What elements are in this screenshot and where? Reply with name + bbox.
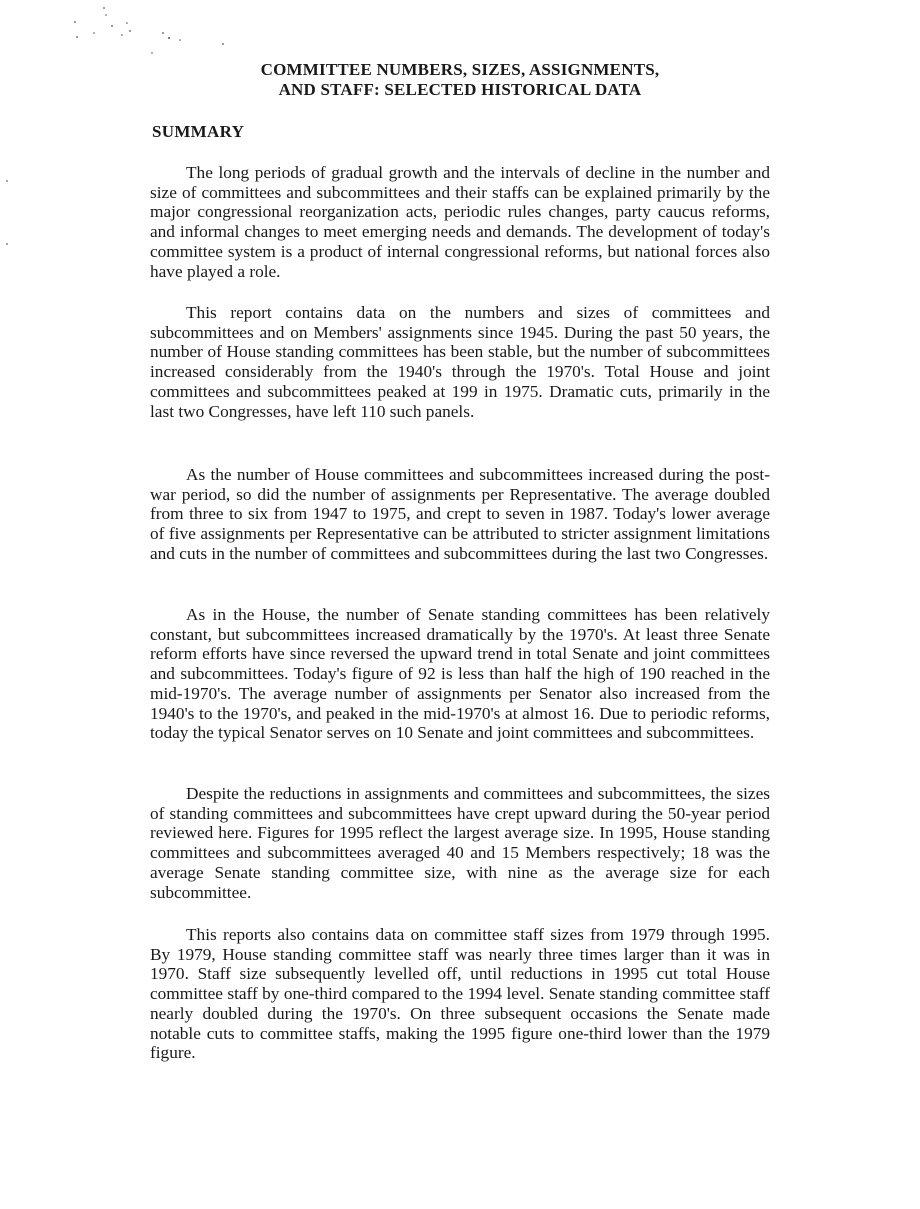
paragraph: As in the House, the number of Senate standing committees has been relatively constant, but subcommittees increased dramatically by the 1970's. At least three Senate reform efforts have since reversed the upward trend in total Senate and joint committees and subcommittees. Today's figure of 92 is less than half the high of 190 reached in the mid-1970's. The average number of assignments per Senator also increased from the 1940's to the 1970's, and peaked in the mid-1970's at almost 16. Due to periodic reforms, today the typical Senator serves on 10 Senate and joint committees and subcommittees. [150,605,770,743]
section-heading: SUMMARY [152,122,245,141]
title-line-2: AND STAFF: SELECTED HISTORICAL DATA [278,80,642,99]
paragraph: Despite the reductions in assignments and committees and subcommittees, the sizes of standing committees and subcommittees have crept upward during the 50-year period reviewed here. Figures for 1995 reflect the largest average size. In 1995, House standing committees and subcommittees averaged 40 and 15 Members respectively; 18 was the average Senate standing committee size, with nine as the average size for each subcommittee. [150,784,770,902]
title-line-1: COMMITTEE NUMBERS, SIZES, ASSIGNMENTS, [260,60,660,79]
paragraph: As the number of House committees and subcommittees increased during the post-war period, so did the number of assignments per Representative. The average doubled from three to six from 1947 to 1975, and crept to seven in 1987. Today's lower average of five assignments per Representative can be attributed to stricter assignment limitations and cuts in the number of committees and subcommittees during the last two Congresses. [150,465,770,563]
document-title [150,60,770,100]
paragraph: The long periods of gradual growth and the intervals of decline in the number and size of committees and subcommittees and their staffs can be explained primarily by the major congressional reorganization acts, periodic rules changes, party caucus reforms, and informal changes to meet emerging needs and demands. The development of today's committee system is a product of internal congressional reforms, but national forces also have played a role. [150,163,770,281]
paragraph: This reports also contains data on committee staff sizes from 1979 through 1995. By 1979, House standing committee staff was nearly three times larger than it was in 1970. Staff size subsequently levelled off, until reductions in 1995 cut total House committee staff by one-third compared to the 1994 level. Senate standing committee staff nearly doubled during the 1970's. On three subsequent occasions the Senate made notable cuts to committee staffs, making the 1995 figure one-third lower than the 1979 figure. [150,925,770,1063]
paragraph: This report contains data on the numbers and sizes of committees and subcommittees and on Members' assignments since 1945. During the past 50 years, the number of House standing committees has been stable, but the number of subcommittees increased considerably from the 1940's through the 1970's. Total House and joint committees and subcommittees peaked at 199 in 1975. Dramatic cuts, primarily in the last two Congresses, have left 110 such panels. [150,303,770,421]
